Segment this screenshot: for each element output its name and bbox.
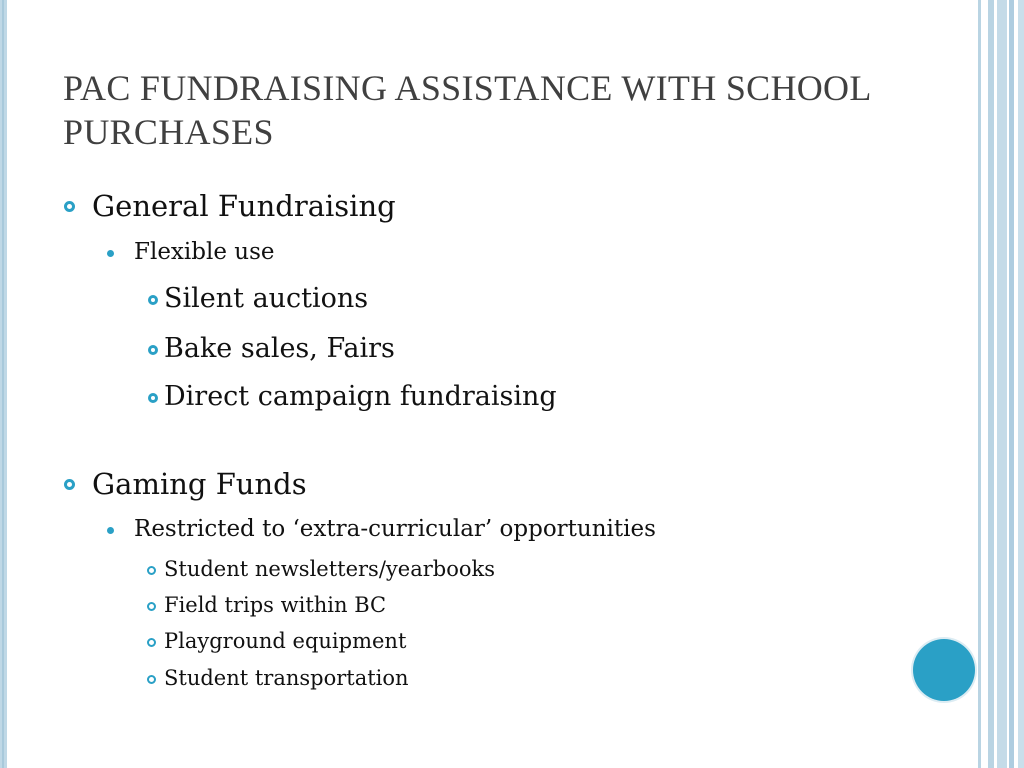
slide-title: PAC FUNDRAISING ASSISTANCE WITH SCHOOL PURCHASES <box>63 68 871 152</box>
list-item: Direct campaign fundraising <box>164 381 557 412</box>
bullet-dot-icon <box>107 527 114 534</box>
bullet-ring-icon <box>147 638 156 647</box>
bullet-ring-icon <box>147 675 156 684</box>
bullet-ring-icon <box>148 393 158 403</box>
bullet-ring-icon <box>148 295 158 305</box>
list-item: Bake sales, Fairs <box>164 333 395 364</box>
right-border-decoration <box>978 0 1024 768</box>
bullet-ring-icon <box>64 479 75 490</box>
list-item: Student newsletters/yearbooks <box>164 557 495 581</box>
list-item: Student transportation <box>164 666 409 690</box>
list-item: Playground equipment <box>164 629 407 653</box>
subpoint: Flexible use <box>134 239 275 265</box>
list-item: Silent auctions <box>164 283 369 314</box>
bullet-ring-icon <box>147 602 156 611</box>
list-item: Field trips within BC <box>164 593 387 617</box>
section-heading: Gaming Funds <box>92 467 307 501</box>
bullet-ring-icon <box>148 345 158 355</box>
section-heading: General Fundraising <box>92 189 396 223</box>
bullet-dot-icon <box>107 250 114 257</box>
subpoint: Restricted to ‘extra-curricular’ opportunities <box>134 516 656 542</box>
decorative-circle <box>913 639 975 701</box>
bullet-ring-icon <box>64 201 75 212</box>
left-border-decoration <box>0 0 7 768</box>
bullet-ring-icon <box>147 566 156 575</box>
